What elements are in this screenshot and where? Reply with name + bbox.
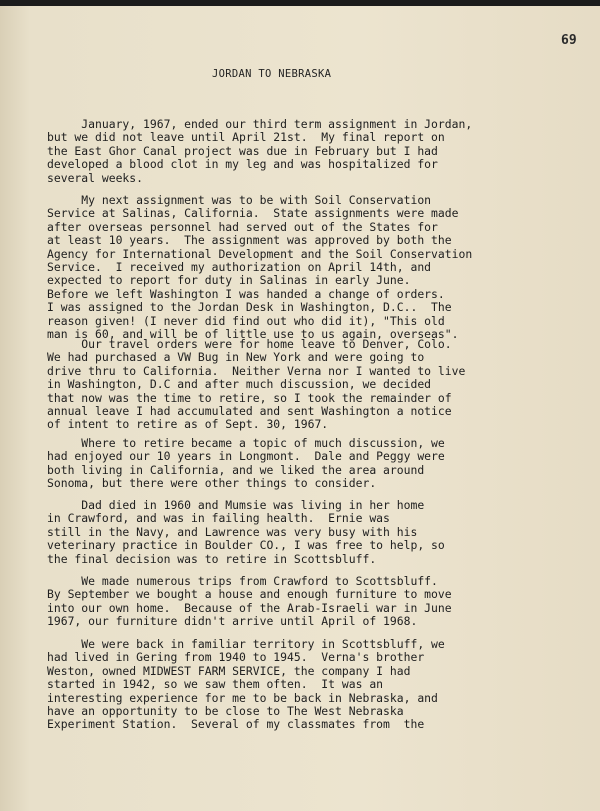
text-line: both living in California, and we liked the area around: [47, 462, 425, 477]
paragraph: [47, 437, 547, 491]
text-line: We made numerous trips from Crawford to Scottsbluff.: [47, 574, 438, 588]
text-line: We had purchased a VW Bug in New York and were going to: [47, 350, 425, 365]
text-line: in Crawford, and was in failing health. Ernie was: [47, 511, 390, 526]
text-line: developed a blood clot in my leg and was hospitalized for: [47, 157, 438, 172]
text-line: started in 1942, so we saw them often. It was an: [47, 677, 384, 692]
text-line: the final decision was to retire in Scottsbluff.: [47, 551, 377, 566]
text-line: had enjoyed our 10 years in Longmont. Dale and Peggy were: [47, 449, 445, 464]
text-line: Dad died in 1960 and Mumsie was living in her home: [47, 498, 425, 512]
text-line: My next assignment was to be with Soil Conservation: [47, 193, 432, 207]
text-line: reason given! (I never did find out who did it), "This old: [47, 313, 445, 328]
text-line: January, 1967, ended our third term assignment in Jordan,: [47, 117, 473, 131]
text-line: Agency for International Development and the Soil Conservation: [47, 246, 473, 261]
text-line: veterinary practice in Boulder CO., I was free to help, so: [47, 538, 445, 553]
text-line: Service. I received my authorization on April 14th, and: [47, 259, 432, 274]
text-line: 1967, our furniture didn't arrive until April of 1968.: [47, 614, 418, 629]
text-line: of intent to retire as of Sept. 30, 1967.: [47, 417, 329, 432]
paragraph: [47, 499, 547, 566]
text-line: had lived in Gering from 1940 to 1945. Verna's brother: [47, 650, 425, 665]
text-line: interesting experience for me to be back in Nebraska, and: [47, 690, 438, 705]
text-line: after overseas personnel had served out of the States for: [47, 219, 438, 234]
paragraph: [47, 575, 547, 629]
paragraph: [47, 638, 547, 732]
text-line: in Washington, D.C and after much discussion, we decided: [47, 377, 432, 392]
text-line: the East Ghor Canal project was due in February but I had: [47, 143, 438, 158]
chapter-title: JORDAN TO NEBRASKA: [212, 68, 332, 80]
text-line: into our own home. Because of the Arab-Israeli war in June: [47, 600, 452, 615]
text-line: Sonoma, but there were other things to consider.: [47, 476, 377, 491]
text-line: at least 10 years. The assignment was approved by both the: [47, 233, 452, 248]
text-line: I was assigned to the Jordan Desk in Washington, D.C.. The: [47, 300, 452, 315]
text-line: drive thru to California. Neither Verna nor I wanted to live: [47, 363, 466, 378]
page-number: 69: [561, 33, 577, 48]
text-line: Before we left Washington I was handed a change of orders.: [47, 286, 445, 301]
text-line: Experiment Station. Several of my classmates from the: [47, 717, 425, 732]
text-line: but we did not leave until April 21st. My final report on: [47, 130, 445, 145]
text-line: Our travel orders were for home leave to Denver, Colo.: [47, 337, 452, 351]
text-line: have an opportunity to be close to The West Nebraska: [47, 703, 404, 718]
text-line: man is 60, and will be of little use to us again, overseas".: [47, 326, 459, 341]
text-line: We were back in familiar territory in Scottsbluff, we: [47, 637, 445, 651]
scan-top-edge: [0, 0, 600, 6]
text-line: several weeks.: [47, 170, 144, 185]
text-line: annual leave I had accumulated and sent Washington a notice: [47, 403, 452, 418]
paragraph: [47, 118, 547, 185]
text-line: Service at Salinas, California. State assignments were made: [47, 206, 459, 221]
paragraph: [47, 338, 547, 432]
text-line: expected to report for duty in Salinas in early June.: [47, 273, 411, 288]
paragraph: [47, 194, 547, 341]
text-line: that now was the time to retire, so I took the remainder of: [47, 390, 452, 405]
text-line: Weston, owned MIDWEST FARM SERVICE, the company I had: [47, 663, 411, 678]
text-line: still in the Navy, and Lawrence was very busy with his: [47, 524, 418, 539]
text-line: By September we bought a house and enough furniture to move: [47, 587, 452, 602]
text-line: Where to retire became a topic of much discussion, we: [47, 436, 445, 450]
